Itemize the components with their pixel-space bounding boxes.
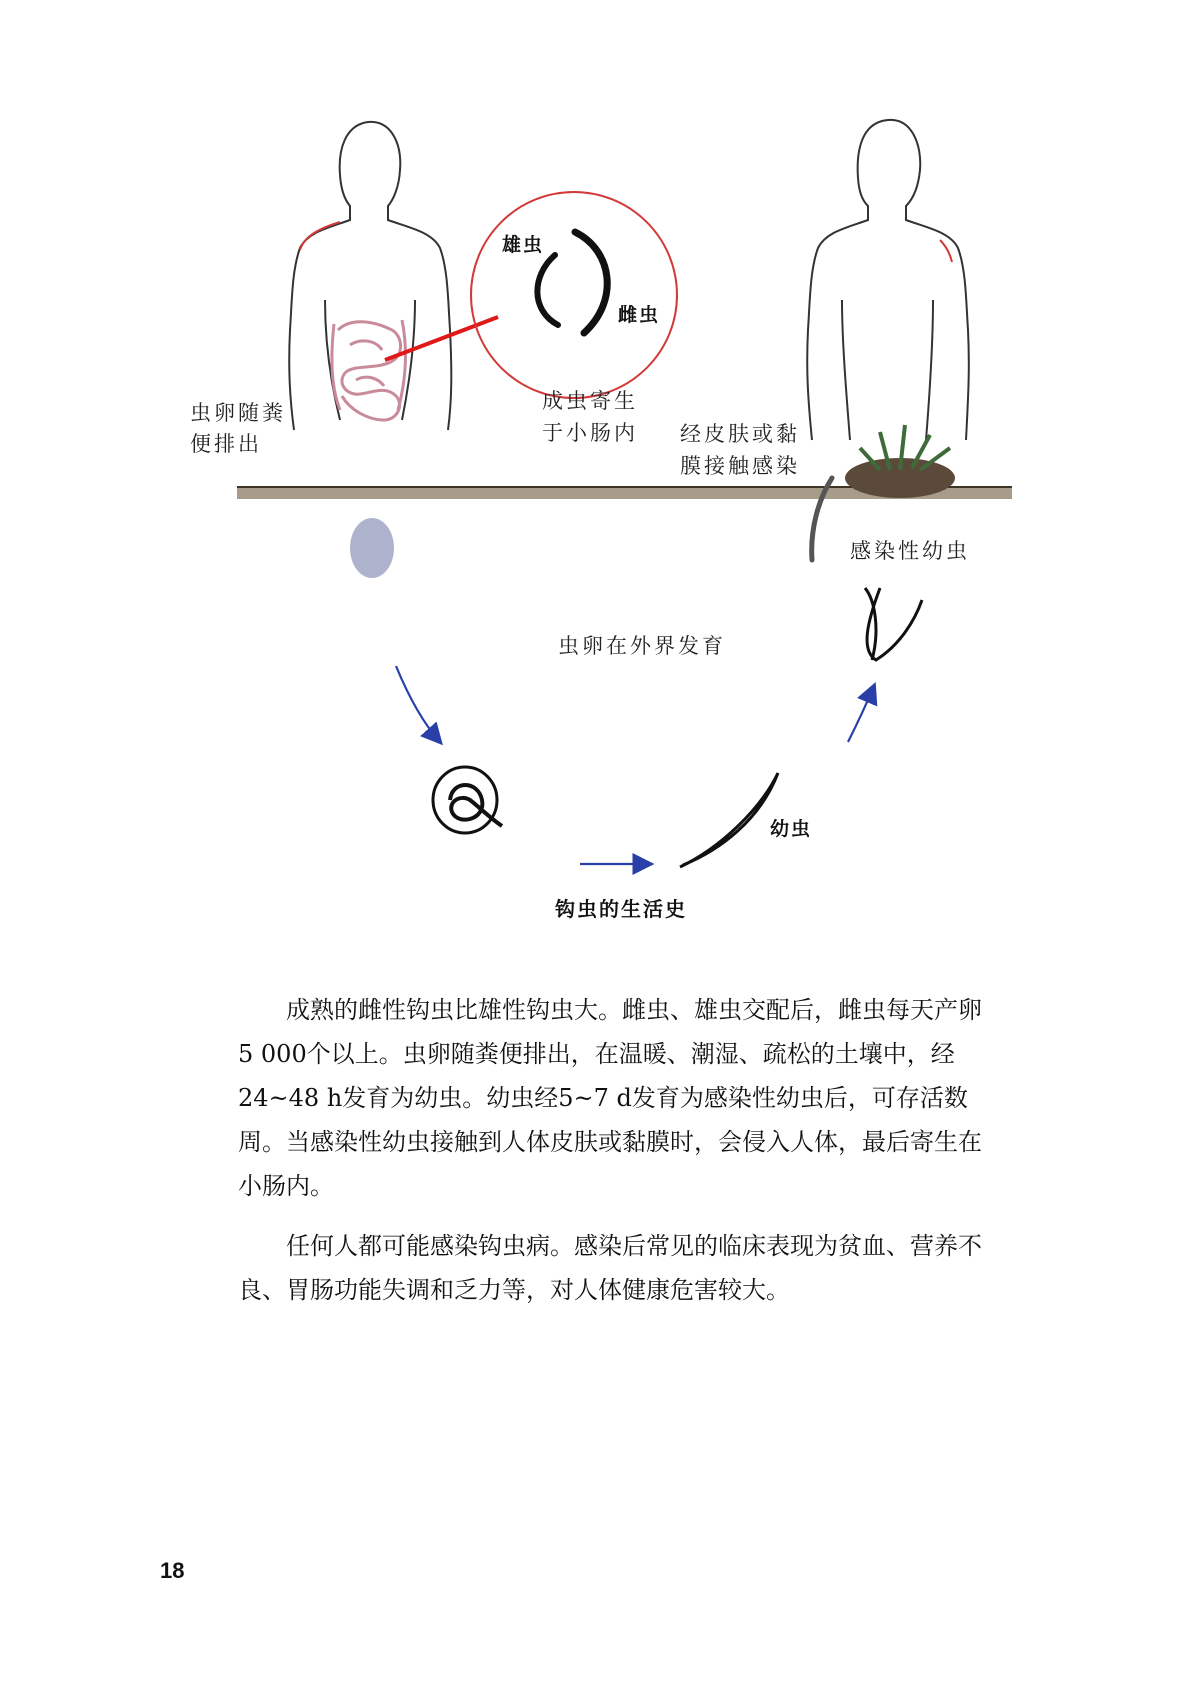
body-paragraph-2 [238, 1224, 988, 1312]
grass-clump [845, 425, 955, 498]
arrow-larva-to-infective [848, 686, 874, 742]
male-worm-shape [537, 255, 558, 325]
right-human-figure [807, 120, 969, 440]
egg-patch-in-soil [350, 518, 394, 578]
paragraph-hookworm-reproduction: 成熟的雌性钩虫比雄性钩虫大。雌虫、雄虫交配后，雌虫每天产卵5 000个以上。虫卵随粪便排出，在温暖、潮湿、疏松的土壤中，经24~48 h发育为幼虫。幼虫经5~7 d发育为感染性幼虫后，可存活数周。当感染性幼虫接触到人体皮肤或黏膜时，会侵入人体，最后寄生在小肠内。 [238, 996, 982, 1200]
body-paragraph-1 [238, 988, 988, 1208]
label-eggs-excreted-line1: 虫卵随粪 [190, 401, 286, 425]
figure-caption: 钩虫的生活史 [555, 897, 687, 921]
label-infection-route-line1: 经皮肤或黏 [680, 422, 800, 446]
label-larva: 幼虫 [770, 818, 813, 840]
arrow-soil-to-egg [396, 666, 440, 742]
female-worm-shape [575, 232, 607, 333]
label-infective-larva: 感染性幼虫 [850, 539, 970, 563]
label-adult-parasite-line2: 于小肠内 [542, 421, 638, 445]
label-egg-development: 虫卵在外界发育 [558, 634, 726, 658]
label-adult-parasite-line1: 成虫寄生 [542, 389, 638, 413]
label-eggs-excreted-line2: 便排出 [190, 432, 262, 456]
label-female-worm: 雌虫 [618, 304, 661, 326]
small-intestine-drawing [332, 320, 405, 420]
magnification-circle [471, 192, 677, 398]
page-number: 18 [160, 1558, 185, 1583]
label-infection-route-line2: 膜接触感染 [680, 454, 800, 478]
paragraph-hookworm-symptoms: 任何人都可能感染钩虫病。感染后常见的临床表现为贫血、营养不良、胃肠功能失调和乏力等，对人体健康危害较大。 [238, 1232, 982, 1304]
larva-shape [680, 773, 778, 867]
left-human-figure [289, 122, 451, 430]
infective-larva-outline [865, 588, 876, 660]
right-shoulder-red [940, 240, 952, 262]
label-male-worm: 雄虫 [502, 234, 545, 256]
hookworm-egg [433, 767, 502, 833]
